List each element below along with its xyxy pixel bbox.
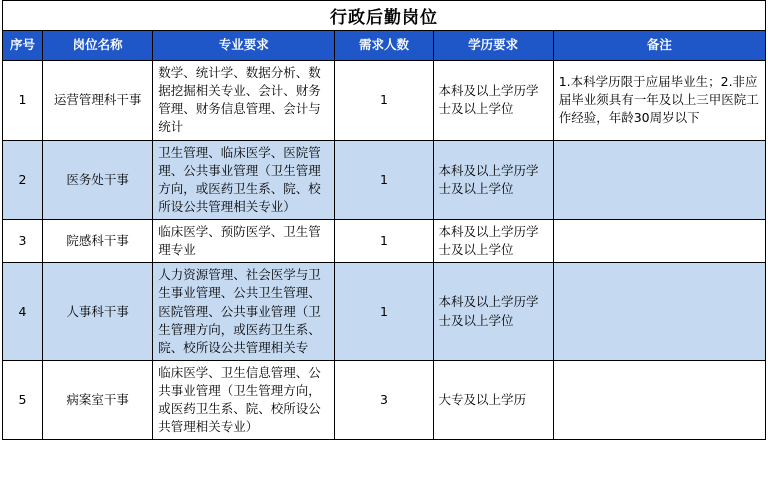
cell-note — [553, 263, 765, 361]
cell-education: 本科及以上学历学士及以上学位 — [433, 61, 553, 141]
column-header-count: 需求人数 — [335, 31, 433, 61]
document-title-bar — [2, 0, 766, 30]
cell-note — [553, 360, 765, 440]
column-header-note: 备注 — [553, 31, 765, 61]
page-title: 行政后勤岗位 — [330, 8, 438, 28]
cell-position: 病案室干事 — [43, 360, 153, 440]
cell-major: 临床医学、卫生信息管理、公共事业管理（卫生管理方向，或医药卫生系、院、校所设公共管理相关专业） — [153, 360, 335, 440]
table-row — [3, 140, 766, 220]
table-row — [3, 220, 766, 263]
cell-position: 医务处干事 — [43, 140, 153, 220]
cell-education: 本科及以上学历学士及以上学位 — [433, 263, 553, 361]
table-header-row — [3, 31, 766, 61]
table-row — [3, 263, 766, 361]
cell-count: 1 — [335, 61, 433, 141]
cell-note — [553, 220, 765, 263]
cell-count: 1 — [335, 263, 433, 361]
cell-position: 院感科干事 — [43, 220, 153, 263]
table-row — [3, 360, 766, 440]
cell-education: 本科及以上学历学士及以上学位 — [433, 220, 553, 263]
cell-index: 1 — [3, 61, 43, 141]
column-header-major: 专业要求 — [153, 31, 335, 61]
cell-major: 临床医学、预防医学、卫生管理专业 — [153, 220, 335, 263]
cell-count: 1 — [335, 220, 433, 263]
cell-education: 大专及以上学历 — [433, 360, 553, 440]
cell-index: 5 — [3, 360, 43, 440]
cell-position: 人事科干事 — [43, 263, 153, 361]
cell-index: 3 — [3, 220, 43, 263]
cell-count: 1 — [335, 140, 433, 220]
cell-note — [553, 140, 765, 220]
column-header-position: 岗位名称 — [43, 31, 153, 61]
cell-major: 卫生管理、临床医学、医院管理、公共事业管理（卫生管理方向，或医药卫生系、院、校所设公共管理相关专业） — [153, 140, 335, 220]
table-row — [3, 61, 766, 141]
table-header — [3, 31, 766, 61]
cell-major: 人力资源管理、社会医学与卫生事业管理、公共卫生管理、医院管理、公共事业管理（卫生管理方向，或医药卫生系、院、校所设公共管理相关专 — [153, 263, 335, 361]
column-header-index: 序号 — [3, 31, 43, 61]
cell-index: 2 — [3, 140, 43, 220]
cell-note: 1.本科学历限于应届毕业生；2.非应届毕业须具有一年及以上三甲医院工作经验，年龄30周岁以下 — [553, 61, 765, 141]
cell-education: 本科及以上学历学士及以上学位 — [433, 140, 553, 220]
cell-count: 3 — [335, 360, 433, 440]
job-positions-table — [2, 30, 766, 440]
table-body — [3, 61, 766, 440]
column-header-education: 学历要求 — [433, 31, 553, 61]
cell-major: 数学、统计学、数据分析、数据挖掘相关专业、会计、财务管理、财务信息管理、会计与统计 — [153, 61, 335, 141]
cell-position: 运营管理科干事 — [43, 61, 153, 141]
cell-index: 4 — [3, 263, 43, 361]
